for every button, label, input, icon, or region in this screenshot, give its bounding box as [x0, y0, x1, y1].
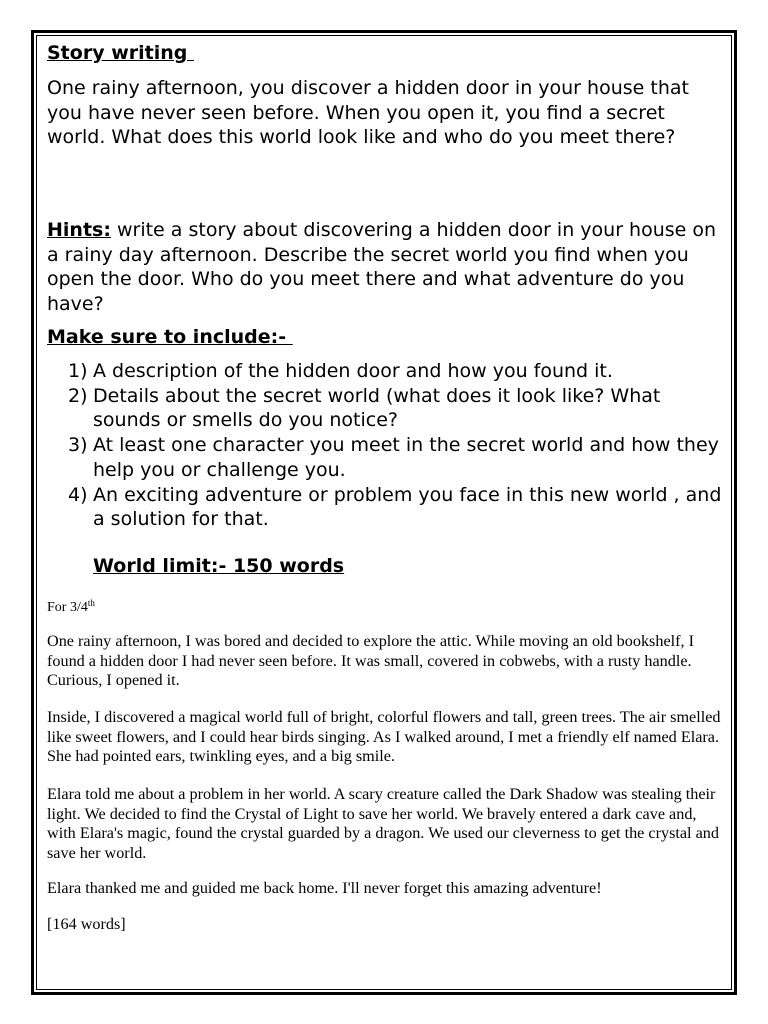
list-text: An exciting adventure or problem you face in this new world , and a solution for that.: [93, 483, 722, 531]
list-text: A description of the hidden door and how you found it.: [93, 360, 613, 382]
grade-prefix: For 3/4: [47, 600, 88, 615]
list-number: 2): [68, 384, 88, 407]
story-paragraph: Elara thanked me and guided me back home. I'll never forget this amazing adventure!: [47, 879, 602, 897]
word-count: [164 words]: [47, 915, 126, 933]
grade-suffix: th: [87, 598, 95, 608]
list-text: At least one character you meet in the secret world and how they help you or challenge you.: [93, 434, 719, 481]
list-item: [47, 359, 727, 384]
requirements-list: [47, 359, 727, 532]
list-number: 3): [68, 434, 88, 457]
list-text: Details about the secret world (what does it look like? What sounds or smells do you notice?: [93, 384, 661, 432]
list-number: 1): [68, 360, 88, 382]
story-paragraph: Elara told me about a problem in her world. A scary creature called the Dark Shadow was stealing their light. We decided to find the Crystal of Light to save her world. We bravely entered a dark cave and, with Elara's magic, found the crystal guarded by a dragon. We used our cleverness to get the crystal and save her world.: [47, 785, 719, 862]
story-paragraph: One rainy afternoon, I was bored and decided to explore the attic. While moving an old bookshelf, I found a hidden door I had never seen before. It was small, covered in cobwebs, with a rusty handle. Curious, I opened it.: [47, 632, 695, 689]
section-heading: Story writing: [47, 42, 194, 64]
include-heading: Make sure to include:-: [47, 326, 293, 348]
story-prompt: One rainy afternoon, you discover a hidden door in your house that you have never seen before. When you open it, you find a secret world. What does this world look like and who do you meet there?: [47, 77, 689, 149]
hints-paragraph: [47, 218, 727, 317]
grade-label: [47, 598, 95, 616]
list-number: 4): [68, 483, 88, 506]
hints-label: Hints:: [47, 219, 111, 241]
story-paragraph: Inside, I discovered a magical world full of bright, colorful flowers and tall, green trees. The air smelled like sweet flowers, and I could hear birds singing. As I walked around, I met a friendly elf named Elara. She had pointed ears, twinkling eyes, and a big smile.: [47, 708, 721, 765]
list-item: [47, 384, 727, 433]
list-item: [47, 433, 727, 482]
list-item: [47, 483, 727, 532]
hints-text: write a story about discovering a hidden door in your house on a rainy day afternoon. Describe the secret world you find when you open the door. Who do you meet there and what adventure do you have?: [47, 219, 717, 316]
word-limit: World limit:- 150 words: [93, 555, 345, 577]
